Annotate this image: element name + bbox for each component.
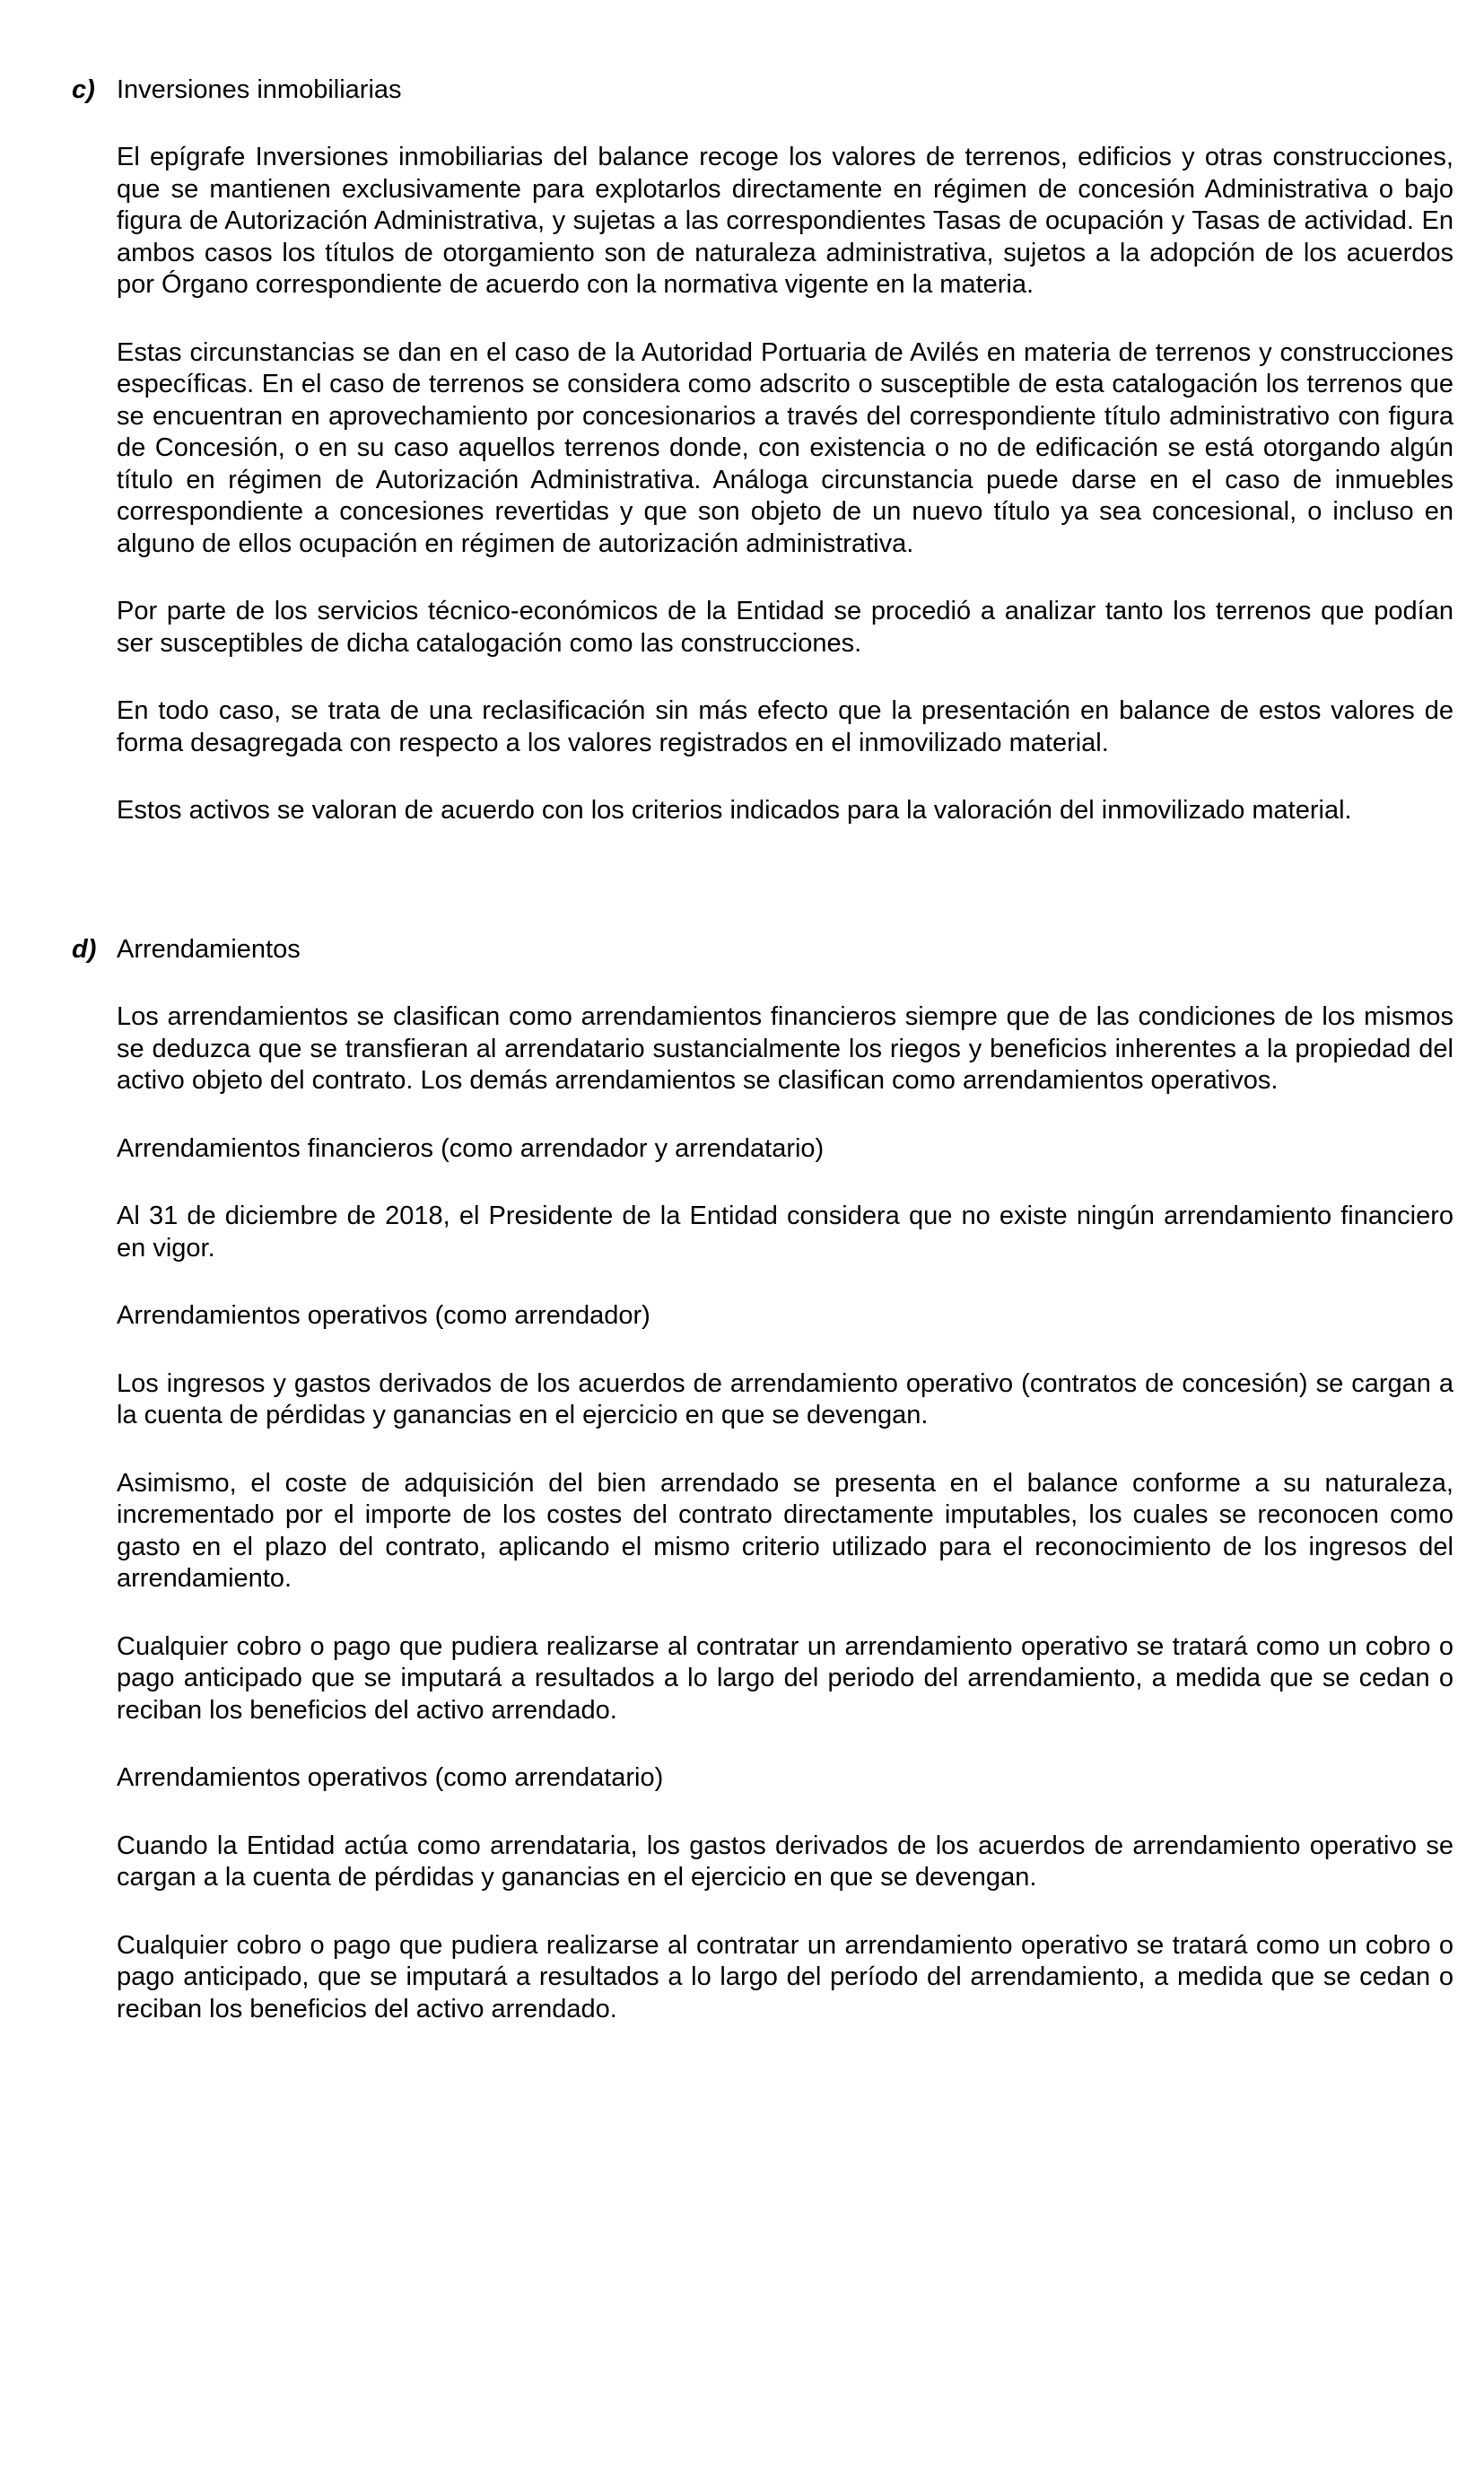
section-heading [72,933,1453,966]
paragraph: Asimismo, el coste de adquisición del bien arrendado se presenta en el balance conforme a su naturaleza, incrementado por el importe de los costes del contrato directamente imputables, los cuales se reconocen como gasto en el plazo del contrato, aplicando el mismo criterio utilizado para el reconocimiento de los ingresos del arrendamiento. [117,1468,1453,1593]
paragraph: Por parte de los servicios técnico-económicos de la Entidad se procedió a analizar tanto los terrenos que podían ser susceptibles de dicha catalogación como las construcciones. [117,597,1453,658]
subheading-financial: Arrendamientos financieros (como arrendador y arrendatario) [117,1133,825,1163]
subheading-operating-lessor: Arrendamientos operativos (como arrendador) [117,1301,650,1330]
paragraph: El epígrafe Inversiones inmobiliarias del balance recoge los valores de terrenos, edificios y otras construcciones, que se mantienen exclusivamente para explotarlos directamente en régimen de concesión Administrativa o bajo figura de Autorización Administrativa, y sujetas a las correspondientes Tasas de ocupación y Tasas de actividad. En ambos casos los títulos de otorgamiento son de naturaleza administrativa, sujetos a la adopción de los acuerdos por Órgano correspondiente de acuerdo con la normativa vigente en la materia. [117,143,1453,299]
paragraph: Cualquier cobro o pago que pudiera realizarse al contratar un arrendamiento operativo se tratará como un cobro o pago anticipado, que se imputará a resultados a lo largo del período del arrendamiento, a medida que se cedan o reciban los beneficios del activo arrendado. [117,1930,1453,2023]
subheading-operating-lessee: Arrendamientos operativos (como arrendatario) [117,1763,664,1792]
paragraph: En todo caso, se trata de una reclasificación sin más efecto que la presentación en balance de estos valores de forma desagregada con respecto a los valores registrados en el inmovilizado material. [117,696,1453,757]
paragraph: Estas circunstancias se dan en el caso de la Autoridad Portuaria de Avilés en materia de terrenos y construcciones específicas. En el caso de terrenos se considera como adscrito o susceptible de esta catalogación los terrenos que se encuentran en aprovechamiento por concesionarios a través del correspondiente título administrativo con figura de Concesión, o en su caso aquellos terrenos donde, con existencia o no de edificación se está otorgando algún título en régimen de Autorización Administrativa. Análoga circunstancia puede darse en el caso de inmuebles correspondiente a concesiones revertidas y que son objeto de un nuevo título ya sea concesional, o incluso en alguno de ellos ocupación en régimen de autorización administrativa. [117,337,1453,558]
paragraph: Cuando la Entidad actúa como arrendataria, los gastos derivados de los acuerdos de arrendamiento operativo se cargan a la cuenta de pérdidas y ganancias en el ejercicio en que se devengan. [117,1831,1453,1892]
paragraph: Los ingresos y gastos derivados de los acuerdos de arrendamiento operativo (contratos de concesión) se cargan a la cuenta de pérdidas y ganancias en el ejercicio en que se devengan. [117,1368,1453,1429]
section-arrendamientos [72,933,1453,2025]
section-heading [72,74,1453,106]
paragraph: Cualquier cobro o pago que pudiera realizarse al contratar un arrendamiento operativo se tratará como un cobro o pago anticipado que se imputará a resultados a lo largo del periodo del arrendamiento, a medida que se cedan o reciban los beneficios del activo arrendado. [117,1631,1453,1725]
section-letter: c) [72,75,95,104]
section-body [117,1001,1453,2025]
section-letter: d) [72,935,97,964]
section-body [117,142,1453,827]
paragraph: Estos activos se valoran de acuerdo con los criterios indicados para la valoración del inmovilizado material. [117,796,1352,825]
section-title: Arrendamientos [117,935,301,964]
paragraph-intro: Los arrendamientos se clasifican como arrendamientos financieros siempre que de las condiciones de los mismos se deduzca que se transfieran al arrendatario sustancialmente los riegos y beneficios inherentes a la propiedad del activo objeto del contrato. Los demás arrendamientos se clasifican como arrendamientos operativos. [117,1002,1453,1095]
section-inversiones-inmobiliarias [72,74,1453,827]
section-title: Inversiones inmobiliarias [117,75,402,104]
paragraph: Al 31 de diciembre de 2018, el Presidente de la Entidad considera que no existe ningún arrendamiento financiero en vigor. [117,1202,1453,1263]
